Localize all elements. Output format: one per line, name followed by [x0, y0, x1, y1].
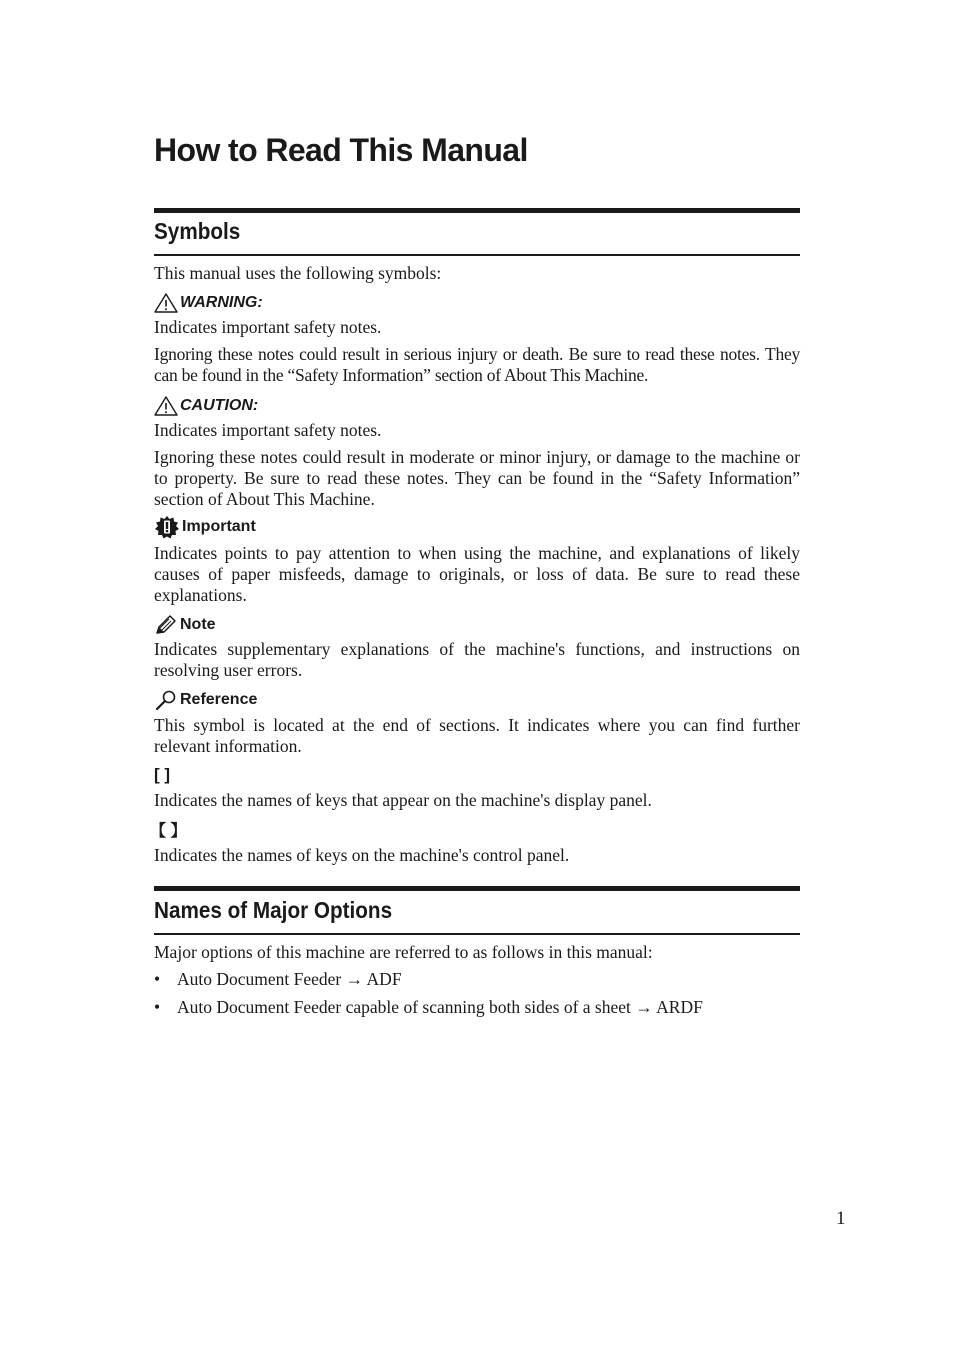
magnifier-reference-icon: [154, 689, 180, 711]
section-heading-symbols: Symbols: [154, 218, 241, 244]
page-number: 1: [836, 1208, 846, 1229]
important-heading: [154, 516, 256, 538]
important-badge-icon: [154, 516, 182, 538]
list-item: • Auto Document Feeder → ADF: [154, 969, 402, 989]
caution-heading: [154, 395, 258, 417]
section-heading-options: Names of Major Options: [154, 897, 393, 923]
section-rule-top: [154, 886, 800, 891]
note-heading: [154, 614, 216, 636]
square-brackets-heading: [ ]: [154, 765, 171, 784]
list-item-text: Auto Document Feeder → ADF: [177, 969, 402, 989]
important-label: Important: [182, 518, 256, 535]
warning-label: WARNING:: [180, 294, 263, 311]
section-rule-top: [154, 208, 800, 213]
important-text: Indicates points to pay attention to when using the machine, and explanations of likely causes of paper misfeeds, damage to originals, or loss of data. Be sure to read these explanations.: [154, 543, 800, 605]
section-rule-bottom: [154, 933, 800, 935]
section-rule-bottom: [154, 254, 800, 256]
reference-heading: [154, 689, 257, 711]
pencil-note-icon: [154, 614, 180, 636]
note-text: Indicates supplementary explanations of the machine's functions, and instructions on resolving user errors.: [154, 639, 800, 680]
warning-line2: Ignoring these notes could result in serious injury or death. Be sure to read these notes. They can be found in the “Safety Information” section of About This Machine.: [154, 344, 800, 385]
lenticular-brackets-text: Indicates the names of keys on the machine's control panel.: [154, 845, 570, 865]
caution-line2: Ignoring these notes could result in moderate or minor injury, or damage to the machine or to property. Be sure to read these notes. They can be found in the “Safety Information” section of About This Machine.: [154, 447, 800, 509]
lenticular-brackets-heading: 【 】: [150, 822, 187, 840]
options-intro: Major options of this machine are referred to as follows in this manual:: [154, 942, 653, 962]
page-title: How to Read This Manual: [154, 132, 528, 168]
square-brackets-text: Indicates the names of keys that appear on the machine's display panel.: [154, 790, 652, 810]
list-item: • Auto Document Feeder capable of scanning both sides of a sheet → ARDF: [154, 997, 703, 1017]
warning-line1: Indicates important safety notes.: [154, 317, 382, 337]
symbols-intro: This manual uses the following symbols:: [154, 263, 442, 283]
note-label: Note: [180, 616, 216, 633]
warning-triangle-icon: [154, 292, 180, 314]
list-item-text: Auto Document Feeder capable of scanning both sides of a sheet → ARDF: [177, 997, 703, 1017]
reference-text: This symbol is located at the end of sections. It indicates where you can find further relevant information.: [154, 715, 800, 756]
reference-label: Reference: [180, 691, 258, 708]
caution-label: CAUTION:: [180, 397, 259, 414]
caution-triangle-icon: [154, 395, 180, 417]
caution-line1: Indicates important safety notes.: [154, 420, 382, 440]
warning-heading: [154, 292, 263, 314]
